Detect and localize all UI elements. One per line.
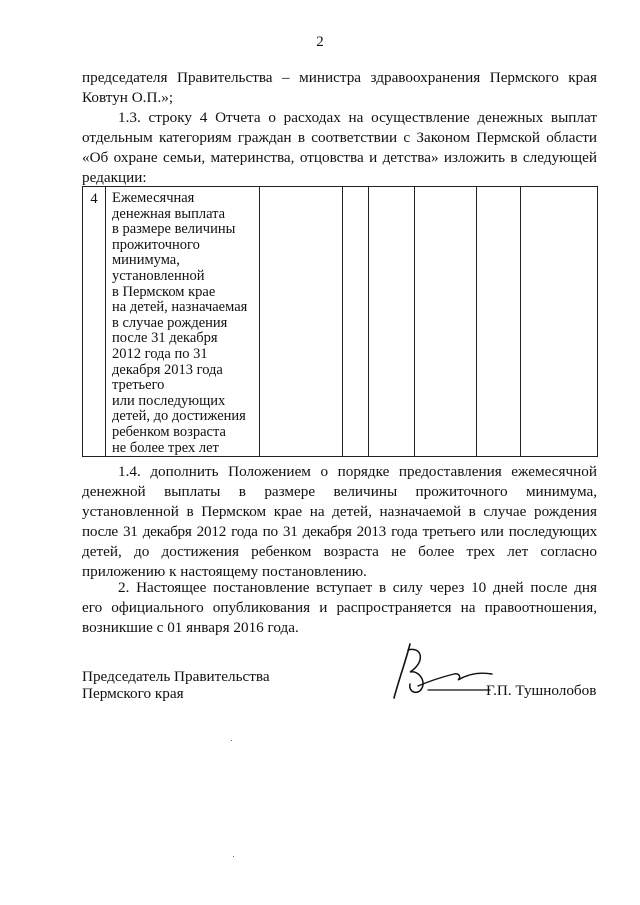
empty-cell [415,187,477,457]
signatory-position-line: Председатель Правительства [82,668,270,685]
row-name-cell [106,187,260,457]
empty-cell [521,187,598,457]
cell-text-line: 2012 года по 31 [112,345,208,362]
cell-text-line: в Пермском крае [112,283,216,300]
page-number: 2 [316,34,324,50]
text-line: установленной в Пермском крае на детей, назначаемой в случае рождения [82,503,597,520]
signatory-name: Г.П. Тушнолобов [486,682,597,699]
paragraph-continuation [82,68,597,108]
cell-text-line: не более трех лет [112,439,219,456]
scan-speck [233,856,234,857]
cell-text-line: в размере величины [112,221,236,238]
text-line: 2. Настоящее постановление вступает в силу через 10 дней после дня [118,579,597,596]
signatory-position [82,668,270,702]
handwritten-signature [388,640,498,702]
cell-text-line: установленной [112,267,205,284]
cell-text-line: Ежемесячная [112,190,195,206]
report-table [82,186,598,457]
empty-cell [260,187,343,457]
signatory-position-line: Пермского края [82,685,184,702]
cell-text-line: на детей, назначаемая [112,299,248,316]
text-line: денежной выплаты в размере величины прожиточного минимума, [82,483,597,500]
paragraph-2 [82,578,597,638]
cell-text-line: после 31 декабря [112,330,218,347]
table-row [83,187,598,457]
cell-text-line: в случае рождения [112,314,228,331]
paragraph-1-3 [82,108,597,188]
cell-text-line: ребенком возраста [112,423,226,440]
text-line: его официального опубликования и распространяется на правоотношения, [82,599,597,616]
text-line: 1.4. дополнить Положением о порядке предоставления ежемесячной [118,463,597,480]
cell-text-line: прожиточного [112,236,200,253]
paragraph-1-4 [82,462,597,582]
text-line: приложению к настоящему постановлению. [82,563,367,580]
text-line: отдельным категориям граждан в соответствии с Законом Пермской области [82,129,597,146]
text-line: возникшие с 01 января 2016 года. [82,619,299,636]
empty-cell [343,187,369,457]
text-line: председателя Правительства – министра здравоохранения Пермского края [82,69,597,86]
text-line: редакции: [82,169,147,186]
cell-text-line: денежная выплата [112,205,226,222]
empty-cell [477,187,521,457]
text-line: детей, до достижения ребенком возраста не более трех лет согласно [82,543,597,560]
text-line: 1.3. строку 4 Отчета о расходах на осуществление денежных выплат [118,109,597,126]
row-number-cell: 4 [83,187,106,457]
scan-speck [231,740,232,741]
cell-text-line: декабря 2013 года [112,361,223,378]
cell-text-line: третьего [112,377,165,394]
text-line: после 31 декабря 2012 года по 31 декабря 2013 года третьего или последующих [82,523,597,540]
empty-cell [369,187,415,457]
cell-text-line: минимума, [112,252,180,269]
cell-text-line: или последующих [112,392,226,409]
cell-text-line: детей, до достижения [112,408,246,425]
text-line: Ковтун О.П.»; [82,89,174,106]
text-line: «Об охране семьи, материнства, отцовства и детства» изложить в следующей [82,149,597,166]
